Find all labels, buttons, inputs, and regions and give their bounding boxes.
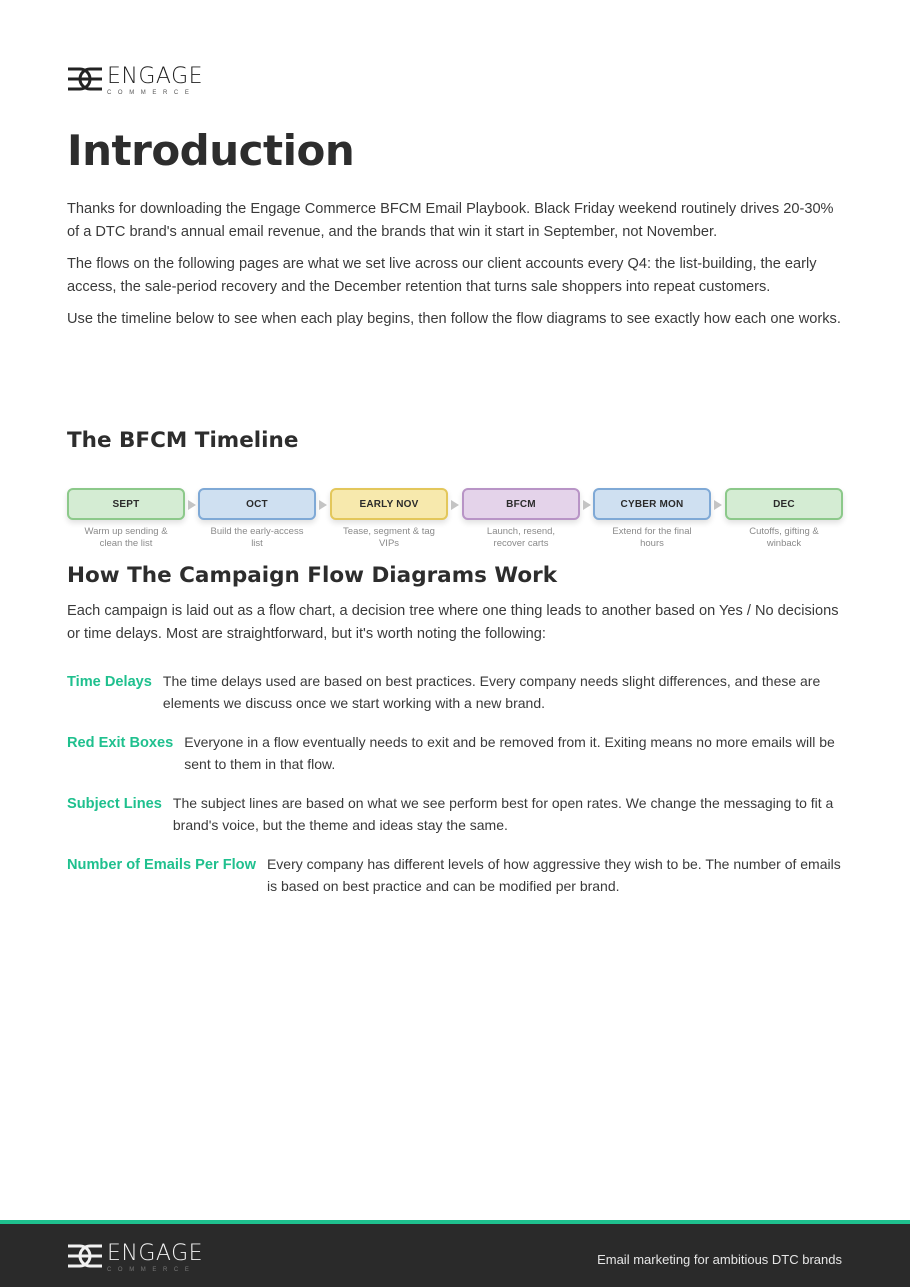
- intro-paragraph: Thanks for downloading the Engage Commerce BFCM Email Playbook. Black Friday weekend routinely drives 20-30% of a DTC brand's annual email revenue, and the brands that win it start in September, not November.: [67, 201, 834, 240]
- brand-name: ENGAGE: [107, 64, 204, 89]
- engage-logo-icon: [67, 66, 103, 92]
- stage-box: CYBER MON: [593, 488, 711, 520]
- intro-paragraph: Use the timeline below to see when each play begins, then follow the flow diagrams to see exactly how each one works.: [67, 311, 841, 327]
- note-red-exit-boxes: [67, 732, 845, 775]
- stage-desc: Extend for the final hours: [612, 526, 692, 549]
- stage-desc: Build the early-access list: [210, 526, 304, 549]
- timeline-stage-sept: [67, 488, 185, 550]
- intro-text: [67, 198, 845, 340]
- note-definition: The subject lines are based on what we see perform best for open rates. We change the messaging to fit a brand's voice, but the theme and ideas stay the same.: [172, 795, 834, 833]
- brand-subname: COMMERCE: [107, 90, 196, 96]
- flow-notes: [67, 671, 845, 915]
- stage-desc: Warm up sending & clean the list: [84, 526, 168, 549]
- arrow-icon: [714, 500, 722, 510]
- timeline-stage-early-nov: [330, 488, 448, 550]
- arrow-icon: [451, 500, 459, 510]
- stage-box: DEC: [725, 488, 843, 520]
- timeline-heading: The BFCM Timeline: [67, 428, 299, 453]
- brand-name: ENGAGE: [107, 1241, 204, 1266]
- intro-paragraph: The flows on the following pages are what we set live across our client accounts every Q4: the list-building, the early access, the sale-period recovery and the December retention that turns sale shoppers into repeat customers.: [67, 256, 817, 295]
- note-term: Red Exit Boxes: [67, 735, 174, 751]
- brand-subname: COMMERCE: [107, 1267, 196, 1273]
- page-footer: [0, 1220, 910, 1287]
- page-title: Introduction: [67, 126, 355, 175]
- stage-box: EARLY NOV: [330, 488, 448, 520]
- stage-desc: Launch, resend, recover carts: [486, 526, 556, 549]
- flow-intro: Each campaign is laid out as a flow chart, a decision tree where one thing leads to another based on Yes / No decisions or time delays. Most are straightforward, but it's worth noting the following:: [67, 603, 839, 642]
- note-number-of-emails: [67, 854, 845, 897]
- footer-logo: [67, 1243, 203, 1274]
- logo-wordmark: [107, 1243, 203, 1274]
- stage-desc: Tease, segment & tag VIPs: [343, 526, 435, 549]
- arrow-icon: [188, 500, 196, 510]
- note-term: Time Delays: [67, 674, 152, 690]
- timeline-stage-bfcm: [462, 488, 580, 550]
- header-logo: [67, 66, 203, 97]
- arrow-icon: [319, 500, 327, 510]
- timeline-stage-dec: [725, 488, 843, 550]
- bfcm-timeline: [67, 488, 843, 558]
- engage-logo-icon: [67, 1243, 103, 1269]
- stage-box: BFCM: [462, 488, 580, 520]
- stage-box: SEPT: [67, 488, 185, 520]
- note-term: Subject Lines: [67, 796, 162, 812]
- timeline-stage-cyber-mon: [593, 488, 711, 550]
- note-definition: The time delays used are based on best practices. Every company needs slight differences, and these are elements we discuss once we start working with a new brand.: [162, 673, 821, 711]
- note-subject-lines: [67, 793, 845, 836]
- stage-desc: Cutoffs, gifting & winback: [749, 526, 819, 549]
- note-definition: Every company has different levels of how aggressive they wish to be. The number of emails is based on best practice and can be modified per brand.: [266, 856, 841, 894]
- flow-heading: How The Campaign Flow Diagrams Work: [67, 563, 557, 588]
- note-definition: Everyone in a flow eventually needs to exit and be removed from it. Exiting means no more emails will be sent to them in that flow.: [184, 734, 835, 772]
- note-term: Number of Emails Per Flow: [67, 857, 256, 873]
- arrow-icon: [583, 500, 591, 510]
- logo-wordmark: [107, 66, 203, 97]
- timeline-stage-oct: [198, 488, 316, 550]
- footer-tagline: Email marketing for ambitious DTC brands: [597, 1252, 842, 1267]
- note-time-delays: [67, 671, 845, 714]
- stage-box: OCT: [198, 488, 316, 520]
